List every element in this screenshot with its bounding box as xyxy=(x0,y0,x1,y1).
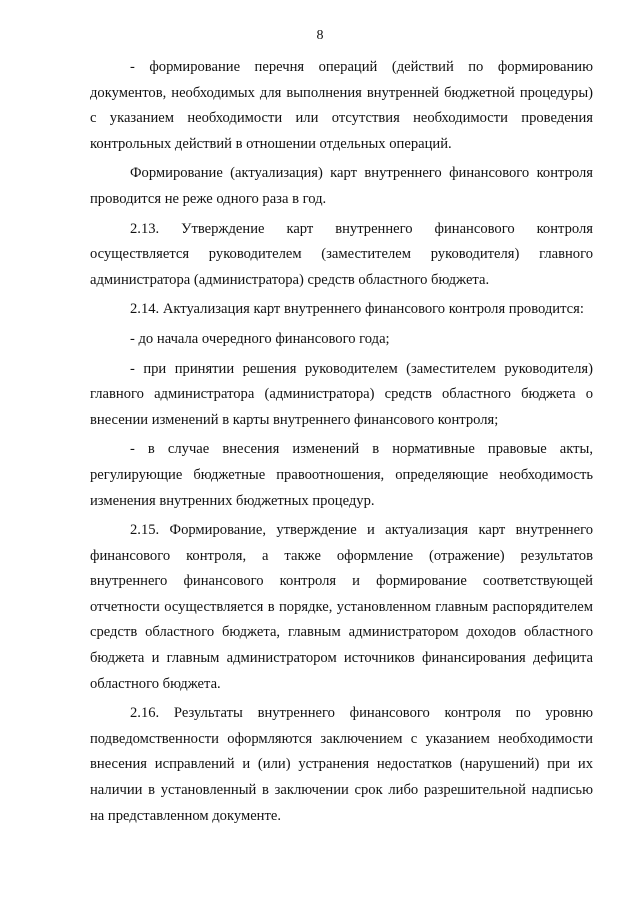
paragraph-list-item-1: - до начала очередного финансового года; xyxy=(130,330,390,347)
paragraph-card-update-frequency: Формирование (актуализация) карт внутреннего финансового контроля проводится не реже одного раза в год. xyxy=(90,165,593,207)
paragraph-2-16: 2.16. Результаты внутреннего финансового контроля по уровню подведомственности оформляются заключением с указанием необходимости внесения исправлений и (или) устранения недостатков (нарушений) при их наличии в установленный в заключении срок либо разрешительной надписью на представленном документе. xyxy=(90,705,593,824)
paragraph-2-15: 2.15. Формирование, утверждение и актуализация карт внутреннего финансового контроля, а также оформление (отражение) результатов внутреннего финансового контроля и формирование соответствующей отчетности осуществляется в порядке, установленном главным распорядителем средств областного бюджета, главным администратором доходов областного бюджета и главным администратором источников финансирования дефицита областного бюджета. xyxy=(90,522,593,692)
paragraph-2-14: 2.14. Актуализация карт внутреннего финансового контроля проводится: xyxy=(130,301,584,318)
paragraph-operations-list: - формирование перечня операций (действий по формированию документов, необходимых для выполнения внутренней бюджетной процедуры) с указанием необходимости или отсутствия необходимости проведения контрольных действий в отношении отдельных операций. xyxy=(90,59,593,152)
page-number: 8 xyxy=(316,28,324,43)
paragraph-list-item-2: - при принятии решения руководителем (заместителем руководителя) главного администратора (администратора) средств областного бюджета о внесении изменений в карты внутреннего финансового контроля; xyxy=(90,360,593,428)
paragraph-list-item-3: - в случае внесения изменений в нормативные правовые акты, регулирующие бюджетные правоотношения, определяющие необходимость изменения внутренних бюджетных процедур. xyxy=(90,441,593,509)
document-body xyxy=(90,55,593,833)
paragraph-2-13: 2.13. Утверждение карт внутреннего финансового контроля осуществляется руководителем (заместителем руководителя) главного администратора (администратора) средств областного бюджета. xyxy=(90,220,593,288)
